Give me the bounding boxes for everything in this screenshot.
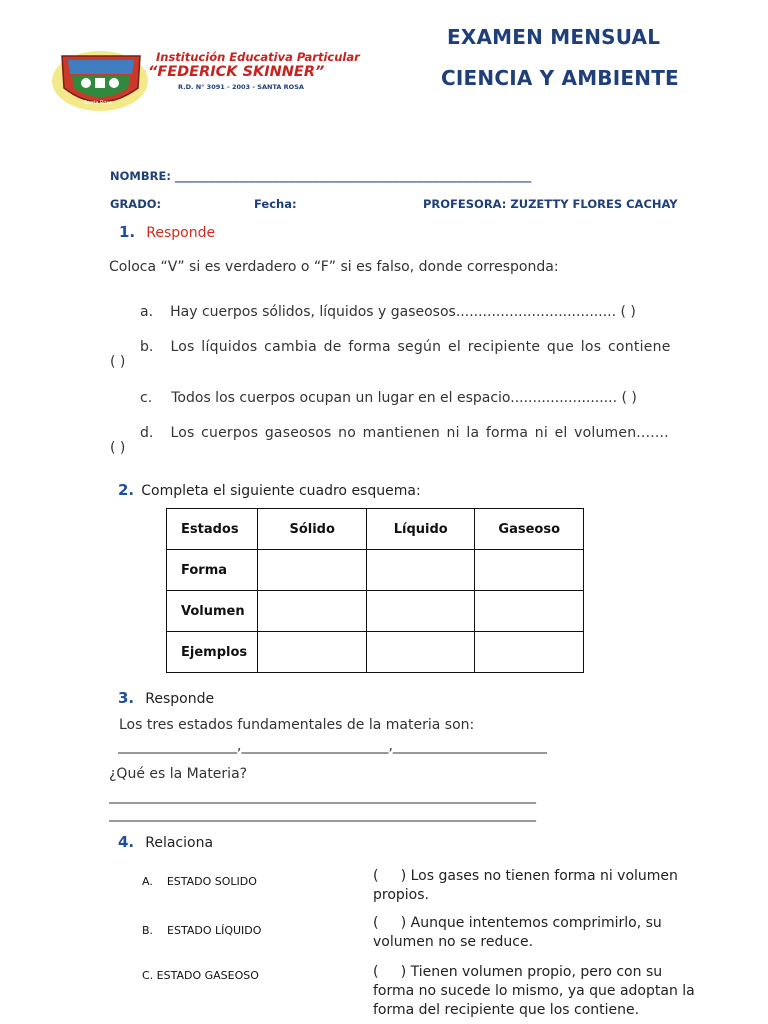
item-letter: c. (140, 390, 153, 406)
table-answer-cell[interactable] (475, 550, 584, 591)
question-3-title: Responde (145, 691, 215, 707)
table-header-cell: Estados (167, 509, 258, 550)
materia-answer-line-2[interactable]: _____________________________________________________________ (109, 806, 536, 822)
item-text: Los líquidos cambia de forma según el recipiente que los contiene (170, 339, 671, 355)
table-answer-cell[interactable] (366, 632, 475, 673)
relate-right-3[interactable]: ( ) Tienen volumen propio, pero con su forma no sucede lo mismo, ya que adoptan la forma del recipiente que los contiene. (373, 964, 700, 1018)
tf-item-c (140, 387, 637, 406)
question-1-number: 1. (119, 223, 136, 241)
question-1-title: Responde (146, 225, 216, 241)
states-table (166, 508, 584, 673)
materia-answer-line-1[interactable]: _____________________________________________________________ (109, 788, 536, 804)
logo-line1: Institución Educativa Particular (156, 50, 360, 64)
relate-right-1[interactable]: ( ) Los gases no tienen forma ni volumen propios. (373, 868, 683, 903)
question-3-number: 3. (118, 689, 135, 707)
relate-left-b: B. ESTADO LÍQUIDO (142, 924, 262, 937)
question-2-title: Completa el siguiente cuadro esquema: (141, 483, 421, 499)
logo-shield-text: Santa Rosa (84, 100, 112, 106)
question-3-heading (118, 688, 214, 707)
tf-item-d (140, 422, 669, 441)
states-answer-blanks[interactable]: _________________,_____________________,______________________ (118, 738, 547, 754)
item-text: Hay cuerpos sólidos, líquidos y gaseosos.................................... ( ) (170, 304, 636, 320)
exam-title: EXAMEN MENSUAL (447, 25, 661, 49)
table-answer-cell[interactable] (366, 591, 475, 632)
table-row-label: Forma (167, 550, 258, 591)
table-answer-cell[interactable] (258, 550, 367, 591)
item-letter: b. (140, 339, 154, 355)
tf-item-a (140, 301, 636, 320)
table-header-cell: Líquido (366, 509, 475, 550)
question-2-number: 2. (118, 481, 135, 499)
table-row (167, 632, 584, 673)
item-text: Los cuerpos gaseosos no mantienen ni la forma ni el volumen....... (170, 425, 669, 441)
question-1-instruction: Coloca “V” si es verdadero o “F” si es falso, donde corresponda: (109, 259, 559, 275)
tf-item-b-answer[interactable]: ( ) (110, 354, 126, 370)
school-logo (48, 46, 360, 114)
item-text: Todos los cuerpos ocupan un lugar en el espacio........................ ( ) (171, 390, 637, 406)
profesora-label: PROFESORA: ZUZETTY FLORES CACHAY (423, 197, 678, 211)
table-answer-cell[interactable] (258, 591, 367, 632)
table-header-cell: Gaseoso (475, 509, 584, 550)
question-4-number: 4. (118, 833, 135, 851)
table-header-row (167, 509, 584, 550)
tf-item-b (140, 336, 671, 355)
nombre-field[interactable]: NOMBRE: ______________________________________________________________ (110, 169, 532, 183)
item-letter: d. (140, 425, 154, 441)
subject-title: CIENCIA Y AMBIENTE (441, 66, 679, 90)
item-letter: a. (140, 304, 154, 320)
table-answer-cell[interactable] (258, 632, 367, 673)
table-row-label: Volumen (167, 591, 258, 632)
table-header-cell: Sólido (258, 509, 367, 550)
relate-right-2[interactable]: ( ) Aunque intentemos comprimirlo, su volumen no se reduce. (373, 915, 667, 950)
question-2-heading (118, 480, 421, 499)
question-1-heading (119, 222, 215, 241)
question-3-line: Los tres estados fundamentales de la materia son: (119, 717, 475, 733)
materia-question: ¿Qué es la Materia? (109, 766, 248, 782)
grado-label: GRADO: (110, 197, 162, 211)
table-answer-cell[interactable] (366, 550, 475, 591)
logo-line2: “FEDERICK SKINNER” (148, 64, 325, 80)
table-row (167, 591, 584, 632)
relate-left-c: C. ESTADO GASEOSO (142, 969, 259, 982)
logo-line3: R.D. N° 3091 - 2003 - SANTA ROSA (178, 83, 304, 91)
question-4-title: Relaciona (145, 835, 214, 851)
table-row (167, 550, 584, 591)
question-4-heading (118, 832, 213, 851)
table-answer-cell[interactable] (475, 632, 584, 673)
relate-left-a: A. ESTADO SOLIDO (142, 875, 257, 888)
table-answer-cell[interactable] (475, 591, 584, 632)
tf-item-d-answer[interactable]: ( ) (110, 440, 126, 456)
fecha-label: Fecha: (254, 197, 297, 211)
table-row-label: Ejemplos (167, 632, 258, 673)
